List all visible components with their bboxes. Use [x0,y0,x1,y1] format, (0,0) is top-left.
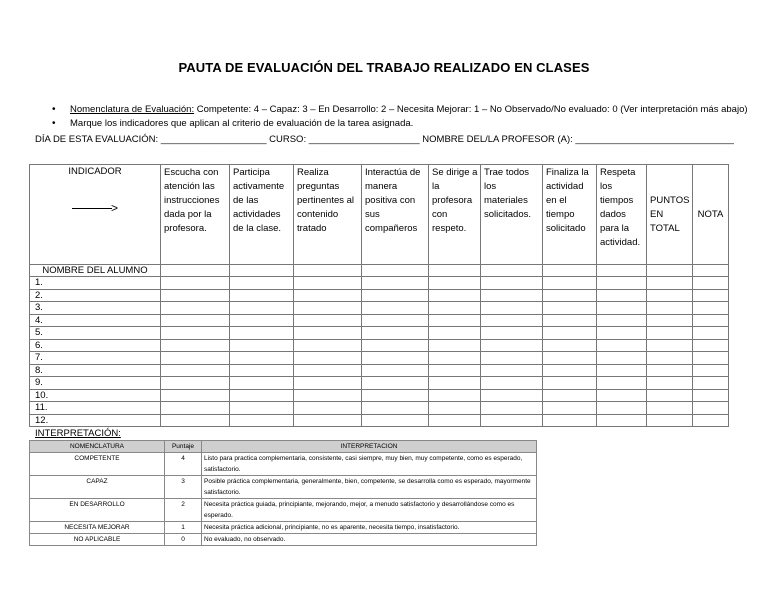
score-cell[interactable] [693,265,729,277]
score-cell[interactable] [362,302,429,315]
score-cell[interactable] [230,339,294,352]
score-cell[interactable] [161,389,230,402]
score-cell[interactable] [230,414,294,427]
criterion-header: Trae todos los materiales solicitados. [481,165,543,265]
score-cell[interactable] [429,352,481,365]
score-cell[interactable] [543,377,597,390]
score-cell[interactable] [294,327,362,340]
score-cell[interactable] [294,339,362,352]
score-cell[interactable] [693,389,729,402]
score-cell[interactable] [161,352,230,365]
table-row [30,377,729,390]
score-cell[interactable] [543,364,597,377]
score-cell[interactable] [429,327,481,340]
score-cell[interactable] [543,327,597,340]
score-cell[interactable] [294,314,362,327]
score-cell[interactable] [429,302,481,315]
bullet-nomenclatura [52,103,748,117]
score-cell[interactable] [597,414,647,427]
score-cell[interactable] [543,314,597,327]
table-row [30,352,729,365]
score-cell[interactable] [597,314,647,327]
score-cell[interactable] [693,364,729,377]
student-row-label[interactable]: 5. [30,327,161,340]
score-cell[interactable] [362,265,429,277]
interpretacion-table [29,440,537,546]
score-cell[interactable] [647,414,693,427]
score-cell[interactable] [362,339,429,352]
alumno-header: NOMBRE DEL ALUMNO [30,265,161,277]
indicador-label: INDICADOR [68,166,122,177]
score-cell[interactable] [230,289,294,302]
table-row [30,414,729,427]
puntaje-cell: 4 [165,453,202,476]
interpretacion-row [30,522,537,534]
score-cell[interactable] [481,327,543,340]
student-row-label[interactable]: 11. [30,402,161,415]
score-cell[interactable] [294,364,362,377]
score-cell[interactable] [597,352,647,365]
table-row [30,314,729,327]
score-cell[interactable] [294,289,362,302]
interpretacion-cell: Posible práctica complementaria, generalmente, bien, competente, se desarrolla como es esperado, mayormente satisfactorio. [202,476,537,499]
score-cell[interactable] [693,402,729,415]
criterion-header: Escucha con atención las instrucciones dada por la profesora. [161,165,230,265]
puntaje-cell: 2 [165,499,202,522]
score-cell[interactable] [647,364,693,377]
score-cell[interactable] [481,339,543,352]
criterion-header: Respeta los tiempos dados para la actividad. [597,165,647,265]
score-cell[interactable] [647,289,693,302]
score-cell[interactable] [543,414,597,427]
score-cell[interactable] [161,277,230,290]
score-cell[interactable] [230,402,294,415]
indicadores-text: Marque los indicadores que aplican al criterio de evaluación de la tarea asignada. [70,118,414,129]
score-cell[interactable] [362,414,429,427]
student-row-label[interactable]: 4. [30,314,161,327]
table-row [30,402,729,415]
nomenclatura-cell: COMPETENTE [30,453,165,476]
score-cell[interactable] [429,265,481,277]
score-cell[interactable] [230,352,294,365]
score-cell[interactable] [543,352,597,365]
score-cell[interactable] [429,314,481,327]
score-cell[interactable] [429,414,481,427]
table-row [30,327,729,340]
score-cell[interactable] [693,414,729,427]
student-row-label[interactable]: 10. [30,389,161,402]
criterion-header: Se dirige a la profesora con respeto. [429,165,481,265]
interpretacion-row [30,534,537,546]
score-cell[interactable] [429,402,481,415]
score-cell[interactable] [543,402,597,415]
nomenclatura-cell: CAPAZ [30,476,165,499]
interpretacion-cell: No evaluado, no observado. [202,534,537,546]
score-cell[interactable] [693,327,729,340]
student-row-label[interactable]: 3. [30,302,161,315]
interpretacion-row [30,476,537,499]
evaluation-info-line: DÍA DE ESTA EVALUACIÓN: ____________________ CURSO: _____________________ NOMBRE DEL/LA PROFESOR (A): ______________________________ [35,134,734,145]
student-row-label[interactable]: 2. [30,289,161,302]
score-cell[interactable] [693,289,729,302]
score-cell[interactable] [597,289,647,302]
score-cell[interactable] [161,289,230,302]
score-cell[interactable] [429,277,481,290]
score-cell[interactable] [230,302,294,315]
student-row-label[interactable]: 1. [30,277,161,290]
score-cell[interactable] [161,314,230,327]
score-cell[interactable] [481,289,543,302]
score-cell[interactable] [161,327,230,340]
indicador-header [30,165,161,265]
nomenclatura-cell: NO APLICABLE [30,534,165,546]
score-cell[interactable] [294,389,362,402]
score-cell[interactable] [543,265,597,277]
score-cell[interactable] [362,327,429,340]
score-cell[interactable] [230,265,294,277]
nomenclatura-text: Competente: 4 – Capaz: 3 – En Desarrollo: 2 – Necesita Mejorar: 1 – No Observado/No evaluado: 0 (Ver interpretación más abajo) [194,104,748,115]
score-cell[interactable] [161,302,230,315]
score-cell[interactable] [647,339,693,352]
score-cell[interactable] [693,277,729,290]
score-cell[interactable] [481,314,543,327]
interpretacion-row [30,499,537,522]
score-cell[interactable] [597,339,647,352]
table-row [30,277,729,290]
interpretacion-header: INTERPRETACION [202,441,537,453]
score-cell[interactable] [647,402,693,415]
score-cell[interactable] [543,289,597,302]
score-cell[interactable] [429,289,481,302]
score-cell[interactable] [429,377,481,390]
interpretacion-row [30,453,537,476]
score-cell[interactable] [481,364,543,377]
score-cell[interactable] [597,364,647,377]
score-cell[interactable] [294,277,362,290]
score-cell[interactable] [429,389,481,402]
criterion-header: Participa activamente de las actividades de la clase. [230,165,294,265]
score-cell[interactable] [362,402,429,415]
score-cell[interactable] [597,277,647,290]
nomenclatura-label: Nomenclatura de Evaluación: [70,104,195,115]
criterion-header: Finaliza la actividad en el tiempo solicitado [543,165,597,265]
score-cell[interactable] [647,327,693,340]
interpretacion-label: INTERPRETACIÓN: [35,428,121,439]
score-cell[interactable] [647,265,693,277]
score-cell[interactable] [597,389,647,402]
score-cell[interactable] [362,364,429,377]
table-row [30,364,729,377]
score-cell[interactable] [161,402,230,415]
score-cell[interactable] [161,414,230,427]
student-row-label[interactable]: 12. [30,414,161,427]
puntaje-cell: 0 [165,534,202,546]
score-cell[interactable] [647,389,693,402]
score-cell[interactable] [362,314,429,327]
score-cell[interactable] [481,414,543,427]
table-row [30,389,729,402]
nota-header: NOTA [693,165,729,265]
nomenclatura-cell: NECESITA MEJORAR [30,522,165,534]
score-cell[interactable] [161,377,230,390]
score-cell[interactable] [429,364,481,377]
student-row-label[interactable]: 9. [30,377,161,390]
score-cell[interactable] [362,277,429,290]
score-cell[interactable] [161,339,230,352]
score-cell[interactable] [429,339,481,352]
evaluation-table [29,164,729,427]
table-row [30,339,729,352]
score-cell[interactable] [294,377,362,390]
score-cell[interactable] [481,389,543,402]
score-cell[interactable] [481,352,543,365]
score-cell[interactable] [481,402,543,415]
score-cell[interactable] [481,277,543,290]
score-cell[interactable] [362,289,429,302]
score-cell[interactable] [693,302,729,315]
score-cell[interactable] [597,402,647,415]
puntaje-cell: 1 [165,522,202,534]
bullet-indicadores [52,117,748,131]
nomenclatura-cell: EN DESARROLLO [30,499,165,522]
student-row-label[interactable]: 6. [30,339,161,352]
interpretacion-cell: Necesita práctica adicional, principiante, no es aparente, necesita tiempo, insatisfactorio. [202,522,537,534]
interpretacion-cell: Necesita práctica guiada, principiante, mejorando, mejor, a menudo satisfactorio y desarrollándose como es esperado. [202,499,537,522]
score-cell[interactable] [597,265,647,277]
score-cell[interactable] [647,377,693,390]
interpretacion-header-row [30,441,537,453]
score-cell[interactable] [543,339,597,352]
score-cell[interactable] [693,339,729,352]
score-cell[interactable] [481,377,543,390]
score-cell[interactable] [230,389,294,402]
score-cell[interactable] [597,327,647,340]
score-cell[interactable] [481,265,543,277]
score-cell[interactable] [543,389,597,402]
score-cell[interactable] [647,352,693,365]
score-cell[interactable] [161,265,230,277]
score-cell[interactable] [647,302,693,315]
student-row-label[interactable]: 8. [30,364,161,377]
score-cell[interactable] [230,314,294,327]
nomenclatura-header: NOMENCLATURA [30,441,165,453]
score-cell[interactable] [693,314,729,327]
table-row [30,289,729,302]
table-row [30,302,729,315]
score-cell[interactable] [294,402,362,415]
score-cell[interactable] [543,277,597,290]
score-cell[interactable] [294,302,362,315]
score-cell[interactable] [294,414,362,427]
score-cell[interactable] [647,277,693,290]
score-cell[interactable] [362,352,429,365]
score-cell[interactable] [597,377,647,390]
score-cell[interactable] [647,314,693,327]
score-cell[interactable] [294,265,362,277]
score-cell[interactable] [294,352,362,365]
score-cell[interactable] [230,327,294,340]
criterion-header: Interactúa de manera positiva con sus compañeros [362,165,429,265]
score-cell[interactable] [362,377,429,390]
score-cell[interactable] [230,277,294,290]
criterion-header: Realiza preguntas pertinentes al contenido tratado [294,165,362,265]
page-title: PAUTA DE EVALUACIÓN DEL TRABAJO REALIZADO EN CLASES [178,60,590,75]
score-cell[interactable] [161,364,230,377]
interpretacion-cell: Listo para practica complementaria, consistente, casi siempre, muy bien, muy competente, como es esperado, satisfactorio. [202,453,537,476]
score-cell[interactable] [481,302,543,315]
score-cell[interactable] [693,377,729,390]
alumno-header-row [30,265,729,277]
instructions-list [52,103,748,131]
right-arrow-icon: > [30,203,160,213]
puntaje-cell: 3 [165,476,202,499]
score-cell[interactable] [362,389,429,402]
puntaje-header: Puntaje [165,441,202,453]
puntos-total-header: PUNTOS EN TOTAL [647,165,693,265]
score-cell[interactable] [543,302,597,315]
criteria-header-row [30,165,729,265]
score-cell[interactable] [693,352,729,365]
score-cell[interactable] [597,302,647,315]
score-cell[interactable] [230,364,294,377]
student-row-label[interactable]: 7. [30,352,161,365]
score-cell[interactable] [230,377,294,390]
